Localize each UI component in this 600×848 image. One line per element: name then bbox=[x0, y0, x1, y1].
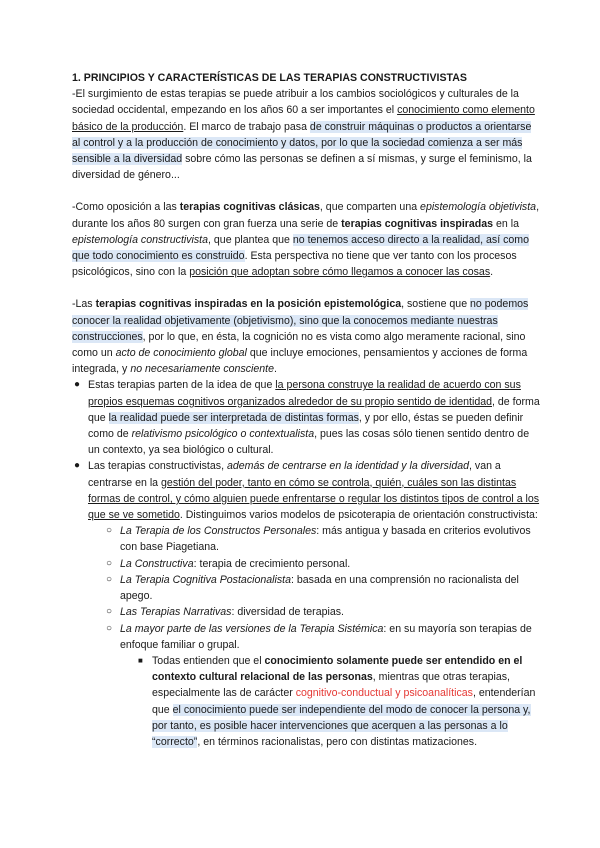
paragraph-opposition: -Como oposición a las terapias cognitivas clásicas, que comparten una epistemología objetivista, durante los años 80 surgen con gran fuerza una serie de terapias cognitivas inspiradas en la epistemología constructivista, que plantea que no tenemos acceso directo a la realidad, así como que todo conocimiento es construido. Esta perspectiva no tiene que ver tanto con los procesos psicológicos, sino con la posición que adoptan sobre cómo llegamos a conocer las cosas. bbox=[72, 201, 540, 279]
paragraph-epistemology: -Las terapias cognitivas inspiradas en la posición epistemológica, sostiene que no podemos conocer la realidad objetivamente (objetivismo), sino que la conocemos mediante nuestras construcciones, por lo que, en ésta, la cognición no es vista como algo meramente racional, sino como un acto de conocimiento global que incluye emociones, pensamientos y acciones de forma integrada, y no necesariamente consciente. bbox=[72, 298, 529, 376]
circle-marker: ○ bbox=[106, 557, 113, 569]
paragraph-origins: -El surgimiento de estas terapias se puede atribuir a los cambios sociológicos y culturales de la sociedad occidental, empezando en los años 60 a ser importantes el conocimiento como elemento básico de la producción. El marco de trabajo pasa de construir máquinas o productos a orientarse al control y a la producción de conocimiento y datos, por lo que la sociedad comienza a ser más sensible a la diversidad sobre cómo las personas se definen a sí mismas, y surge el feminismo, la diversidad de género... bbox=[72, 88, 535, 182]
sublist bbox=[104, 523, 540, 750]
list-item: ○ La Terapia de los Constructos Personales: más antigua y basada en criterios evolutivos con base Piagetiana. bbox=[106, 525, 531, 554]
list-item: ○ Las Terapias Narrativas: diversidad de terapias. bbox=[104, 604, 540, 620]
circle-marker: ○ bbox=[106, 622, 113, 634]
underlined-text: gestión del poder, tanto en cómo se controla, quién, cuáles son las distintas formas de control, y cómo alguien puede enfrentarse o regular los distintos tipos de control a los que se ve sometido bbox=[88, 476, 540, 522]
list-item: ○ La Terapia Cognitiva Postacionalista: basada en una comprensión no racionalista del apego. bbox=[106, 573, 519, 603]
section-title: 1. PRINCIPIOS Y CARACTERÍSTICAS DE LAS TERAPIAS CONSTRUCTIVISTAS bbox=[72, 72, 467, 84]
list-item: ○ La Constructiva: terapia de crecimiento personal. bbox=[104, 556, 540, 572]
list-item: ■ Todas entienden que el conocimiento solamente puede ser entendido en el contexto cultural relacional de las personas, mientras que otras terapias, especialmente las de carácter cognitivo-conductual y psicoanalíticas, entenderían que el conocimiento puede ser independiente del modo de conocer la persona y, por tanto, es posible hacer intervenciones que acerquen a las personas a lo “correcto”, en términos racionalistas, pero con distintas matizaciones. bbox=[138, 654, 536, 748]
list-item: ● Estas terapias parten de la idea de que la persona construye la realidad de acuerdo con sus propios esquemas cognitivos organizados alrededor de su propio sentido de identidad, de forma que la realidad puede ser interpretada de distintas formas, y por ello, éstas se pueden definir como de relativismo psicológico o contextualista, pues las cosas sólo tienen sentido dentro de un contexto, ya sea biológico o cultural. bbox=[74, 379, 540, 457]
underlined-text: conocimiento como elemento básico de la producción bbox=[72, 104, 535, 133]
list-item: ● Las terapias constructivistas, además de centrarse en la identidad y la diversidad, van a centrarse en la gestión del poder, tanto en cómo se controla, quién, cuáles son las distintas formas de control, y cómo alguien puede enfrentarse o regular los distintos tipos de control a los que se ve sometido. Distinguimos varios modelos de psicoterapia de orientación constructivista: ○ La Terapia de los Constructos Personales: más antigua y basada en criterios evolutivos con base Piagetiana. ○ La Constructiva: terapia de crecimiento personal. ○ La Terapia Cognitiva Postacionalista: basada en una comprensión no racionalista del apego. ○ Las Terapias Narrativas: diversidad de terapias. ○ La mayor parte de las versiones de la Terapia Sistémica: en su mayoría son terapias de enfoque familiar o grupal. ■ Todas entienden que el conocimiento solamente puede ser entendido en el contexto cultural relacional de las personas, mientras que otras terapias, especialmente las de carácter cognitivo-conductual y psicoanalíticas, entenderían que el conocimiento puede ser independiente del modo de conocer la persona y, por tanto, es posible hacer intervenciones que acerquen a las personas a lo “correcto”, en términos racionalistas, pero con distintas matizaciones. bbox=[72, 458, 540, 750]
sublist bbox=[136, 653, 540, 750]
red-text: cognitivo-conductual y psicoanalíticas bbox=[295, 687, 473, 700]
square-marker: ■ bbox=[138, 655, 143, 665]
highlighted-text: el conocimiento puede ser independiente del modo de conocer la persona y, por tanto, es posible hacer intervenciones que acerquen a las personas a lo “correcto” bbox=[152, 703, 531, 748]
circle-marker: ○ bbox=[106, 606, 113, 618]
list-item: ○ La mayor parte de las versiones de la Terapia Sistémica: en su mayoría son terapias de enfoque familiar o grupal. ■ Todas entienden que el conocimiento solamente puede ser entendido en el contexto cultural relacional de las personas, mientras que otras terapias, especialmente las de carácter cognitivo-conductual y psicoanalíticas, entenderían que el conocimiento puede ser independiente del modo de conocer la persona y, por tanto, es posible hacer intervenciones que acerquen a las personas a lo “correcto”, en términos racionalistas, pero con distintas matizaciones. bbox=[104, 621, 540, 751]
highlighted-text: de construir máquinas o productos a orientarse al control y a la producción de conocimiento y datos, por lo que la sociedad comienza a ser más sensible a la diversidad bbox=[72, 120, 532, 166]
bullet-marker: ● bbox=[74, 460, 81, 472]
bullet-list bbox=[72, 377, 540, 750]
circle-marker: ○ bbox=[106, 525, 113, 537]
underlined-text: posición que adoptan sobre cómo llegamos a conocer las cosas bbox=[189, 266, 491, 279]
underlined-text: la persona construye la realidad de acuerdo con sus propios esquemas cognitivos organizados alrededor de su propio sentido de identidad bbox=[88, 379, 521, 408]
highlighted-text: la realidad puede ser interpretada de distintas formas bbox=[108, 411, 359, 424]
highlighted-text: no tenemos acceso directo a la realidad, así como que todo conocimiento es construido bbox=[72, 233, 529, 263]
circle-marker: ○ bbox=[106, 573, 113, 585]
highlighted-text: no podemos conocer la realidad objetivamente (objetivismo), sino que la conocemos mediante nuestras construcciones bbox=[72, 298, 529, 343]
bullet-marker: ● bbox=[74, 379, 81, 391]
